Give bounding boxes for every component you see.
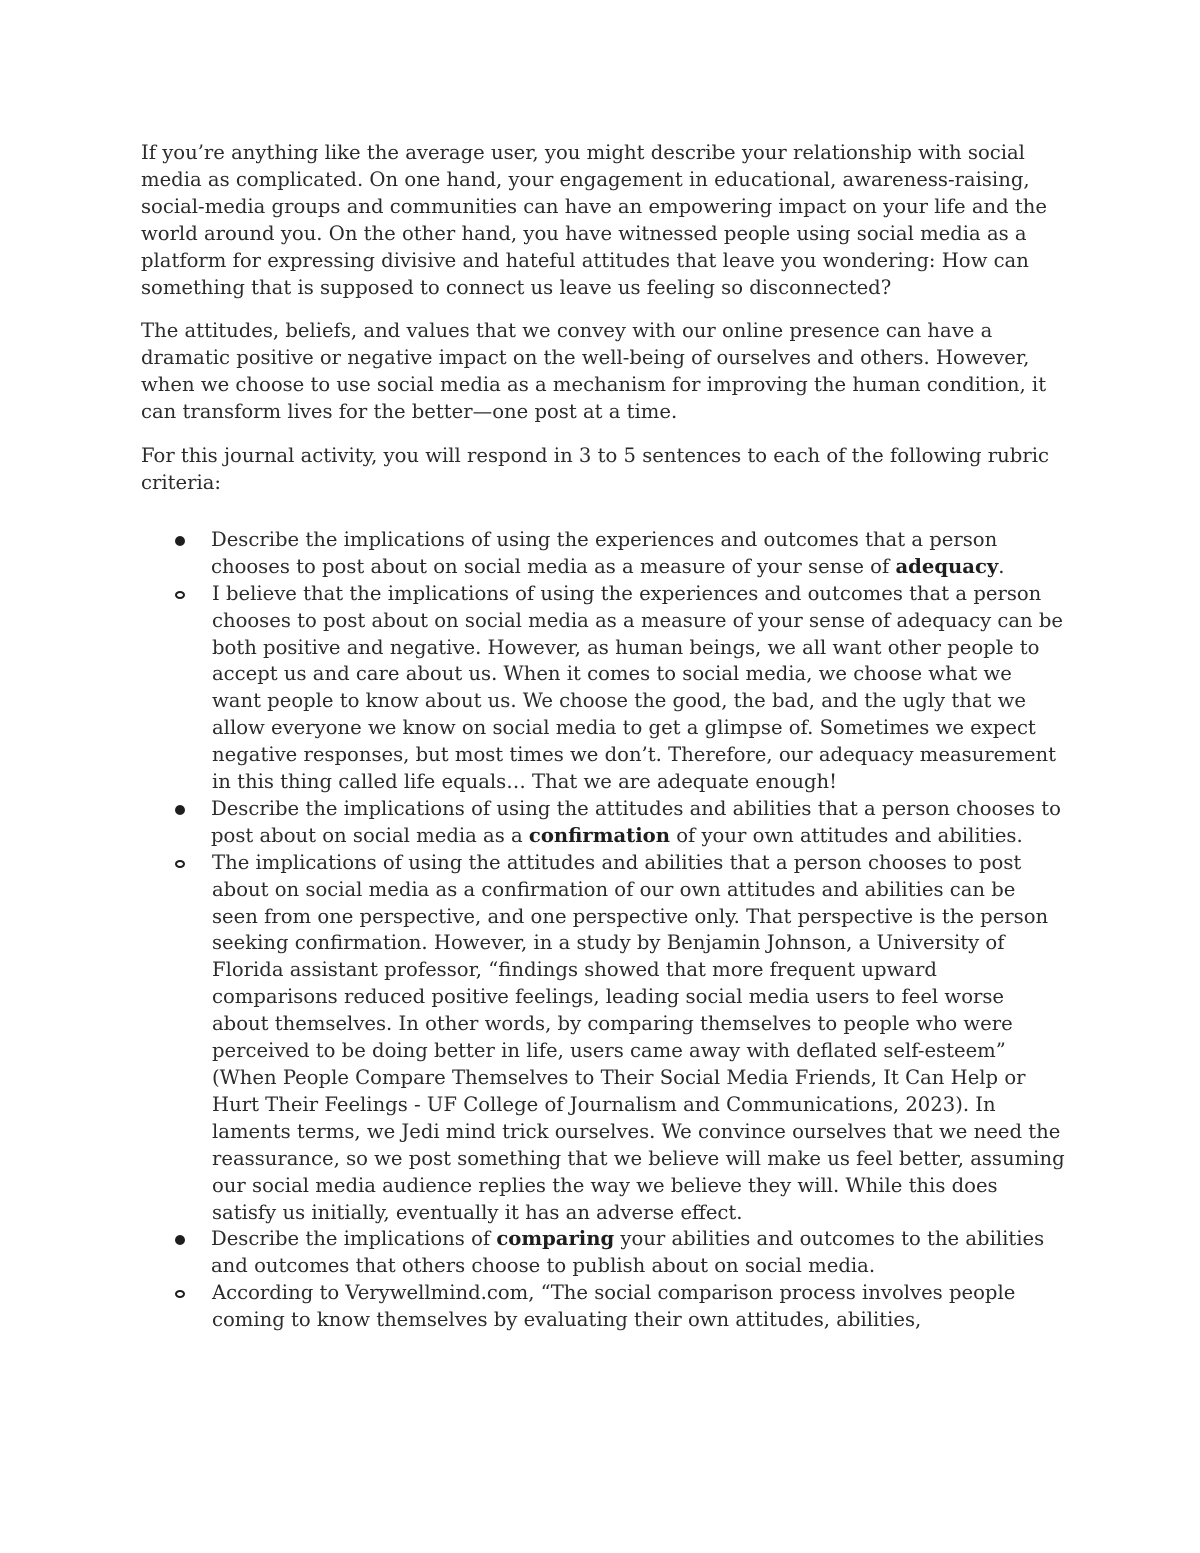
document-page bbox=[141, 140, 1066, 1334]
bullet-icon bbox=[175, 805, 185, 815]
sub-bullet-icon bbox=[175, 1290, 185, 1298]
rubric-response bbox=[141, 581, 1066, 796]
rubric-item-comparing bbox=[141, 1226, 1066, 1334]
prompt-keyword: confirmation bbox=[528, 823, 670, 847]
prompt-keyword: comparing bbox=[496, 1227, 615, 1251]
rubric-prompt bbox=[141, 1226, 1066, 1280]
rubric-prompt bbox=[141, 527, 1066, 581]
rubric-response bbox=[141, 850, 1066, 1227]
intro-paragraph-3: For this journal activity, you will respond in 3 to 5 sentences to each of the following rubric criteria: bbox=[141, 444, 1049, 494]
rubric-list bbox=[141, 527, 1066, 1334]
intro-paragraph-1: If you’re anything like the average user, you might describe your relationship with social media as complicated. On one hand, your engagement in educational, awareness-raising, social-media groups and communities can have an empowering impact on your life and the world around you. On the other hand, you have witnessed people using social media as a platform for expressing divisive and hateful attitudes that leave you wondering: How can something that is supposed to connect us leave us feeling so disconnected? bbox=[141, 141, 1048, 299]
rubric-item-confirmation bbox=[141, 796, 1066, 1227]
rubric-prompt bbox=[141, 796, 1066, 850]
bullet-icon bbox=[175, 536, 185, 546]
prompt-text-end: of your own attitudes and abilities. bbox=[669, 823, 1023, 847]
intro-paragraph-2: The attitudes, beliefs, and values that we convey with our online presence can have a dramatic positive or negative impact on the well-being of ourselves and others. However, when we choose to use social media as a mechanism for improving the human condition, it can transform lives for the better—one post at a time. bbox=[141, 319, 1047, 424]
prompt-text: Describe the implications of bbox=[211, 1227, 497, 1251]
rubric-item-adequacy bbox=[141, 527, 1066, 796]
rubric-response bbox=[141, 1280, 1066, 1334]
response-text: According to Verywellmind.com, “The social comparison process involves people coming to know themselves by evaluating their own attitudes, abilities, bbox=[212, 1281, 1016, 1332]
prompt-text-end: your abilities and outcomes to the abilities and outcomes that others choose to publish about on social media. bbox=[211, 1227, 1045, 1278]
prompt-keyword: adequacy bbox=[895, 554, 999, 578]
prompt-text: Describe the implications of using the attitudes and abilities that a person chooses to post about on social media as a bbox=[211, 796, 1061, 847]
sub-bullet-icon bbox=[175, 591, 185, 599]
prompt-text: Describe the implications of using the experiences and outcomes that a person chooses to post about on social media as a measure of your sense of bbox=[211, 527, 998, 578]
bullet-icon bbox=[175, 1235, 185, 1245]
prompt-text-end: . bbox=[998, 554, 1005, 578]
response-text: I believe that the implications of using the experiences and outcomes that a person chooses to post about on social media as a measure of your sense of adequacy can be both positive and negative. However, as human beings, we all want other people to accept us and care about us. When it comes to social media, we choose what we want people to know about us. We choose the good, the bad, and the ugly that we allow everyone we know on social media to get a glimpse of. Sometimes we expect negative responses, but most times we don’t. Therefore, our adequacy measurement in this thing called life equals… That we are adequate enough! bbox=[212, 581, 1064, 794]
sub-bullet-icon bbox=[175, 860, 185, 868]
response-text: The implications of using the attitudes and abilities that a person chooses to post about on social media as a confirmation of our own attitudes and abilities can be seen from one perspective, and one perspective only. That perspective is the person seeking confirmation. However, in a study by Benjamin Johnson, a University of Florida assistant professor, “findings showed that more frequent upward comparisons reduced positive feelings, leading social media users to feel worse about themselves. In other words, by comparing themselves to people who were perceived to be doing better in life, users came away with deflated self-esteem” (When People Compare Themselves to Their Social Media Friends, It Can Help or Hurt Their Feelings - UF College of Journalism and Communications, 2023). In laments terms, we Jedi mind trick ourselves. We convince ourselves that we need the reassurance, so we post something that we believe will make us feel better, assuming our social media audience replies the way we believe they will. While this does satisfy us initially, eventually it has an adverse effect. bbox=[212, 850, 1065, 1224]
